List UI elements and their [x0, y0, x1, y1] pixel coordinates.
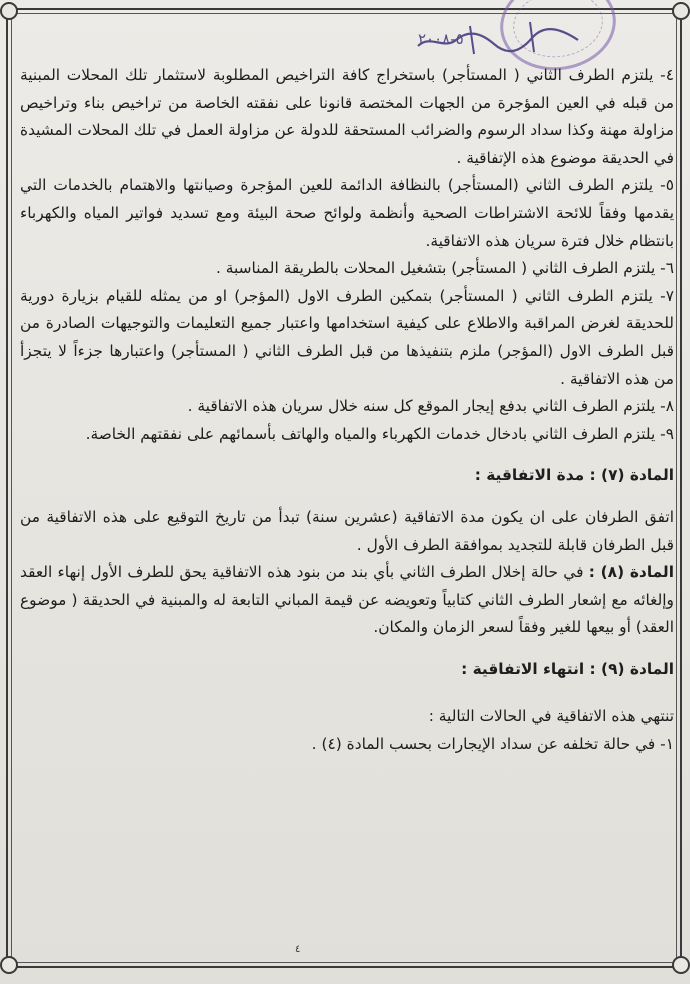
article-7-text: اتفق الطرفان على ان يكون مدة الاتفاقية (عشرين سنة) تبدأ من تاريخ التوقيع على هذه الاتفاقية من قبل الطرفان قابلة للتجديد بموافقة الطرف الأول . — [20, 507, 674, 554]
clause-4: ٤- يلتزم الطرف الثاني ( المستأجر) باستخراج كافة التراخيص المطلوبة لاستثمار تلك المحلات المبنية من قبله في العين المؤجرة من الجهات المختصة قانونا على نفقته الخاصة من تراخيص بناء وتراخيص مزاولة مهنة وكذا سداد الرسوم والضرائب المستحقة للدولة عن مزاولة العمل في تلك المحلات المشيدة في الحديقة موضوع هذه الإتفاقية . — [20, 66, 674, 167]
clause-7: ٧- يلتزم الطرف الثاني ( المستأجر) بتمكين الطرف الاول (المؤجر) او من يمثله للقيام بزيارة دورية للحديقة لغرض المراقبة والاطلاع على كيفية استخدامها واعتبار جميع التعليمات والتوجيهات الصادرة من قبل الطرف الاول (المؤجر) ملزم بتنفيذها من قبل الطرف الثاني ( المستأجر) واعتبارها جزءاً لا يتجزأ من هذه الاتفاقية . — [20, 286, 674, 388]
article-9-intro: تنتهي هذه الاتفاقية في الحالات التالية : — [428, 707, 674, 726]
article-8-text: في حالة إخلال الطرف الثاني بأي بند من بنود هذه الاتفاقية يحق للطرف الأول إنهاء العقد وإلغائه مع إشعار الطرف الثاني كتابياً وتعويضه عن قيمة المباني التابعة له والمبنية في الحديقة ( موضوع العقد) أو بيعها للغير وفقاً لسعر الزمان والمكان. — [20, 563, 674, 637]
page-mark: ٤ — [295, 944, 301, 955]
article-8-heading: المادة (٨) : — [588, 563, 674, 582]
article-7-heading: المادة (٧) : مدة الاتفاقية : — [474, 466, 674, 485]
frame-corner-ornament — [0, 956, 18, 974]
handwritten-signature — [410, 14, 600, 62]
article-9-item-1: ١- في حالة تخلفه عن سداد الإيجارات بحسب المادة (٤) . — [311, 735, 674, 754]
article-9-heading: المادة (٩) : انتهاء الاتفاقية : — [461, 659, 674, 678]
signature-date-text: ٥-٢٠٠٨ — [418, 30, 464, 48]
clause-8: ٨- يلتزم الطرف الثاني بدفع إيجار الموقع كل سنه خلال سريان هذه الاتفاقية . — [187, 397, 674, 416]
frame-corner-ornament — [672, 2, 690, 20]
clause-5: ٥- يلتزم الطرف الثاني (المستأجر) بالنظافة الدائمة للعين المؤجرة وصيانتها والاهتمام بالخدمات التي يقدمها وفقاً للائحة الاشتراطات الصحية وأنظمة ولوائح صحة البيئة ومع تسديد فواتير المياه والكهرباء بانتظام خلال فترة سريان هذه الاتفاقية. — [20, 176, 674, 250]
frame-corner-ornament — [672, 956, 690, 974]
clause-9: ٩- يلتزم الطرف الثاني بادخال خدمات الكهرباء والمياه والهاتف بأسمائهم على نفقتهم الخاصة. — [85, 424, 674, 443]
clause-6: ٦- يلتزم الطرف الثاني ( المستأجر) بتشغيل المحلات بالطريقة المناسبة . — [215, 259, 674, 278]
article-8-paragraph — [20, 559, 674, 642]
agreement-text — [20, 62, 674, 759]
frame-corner-ornament — [0, 2, 18, 20]
